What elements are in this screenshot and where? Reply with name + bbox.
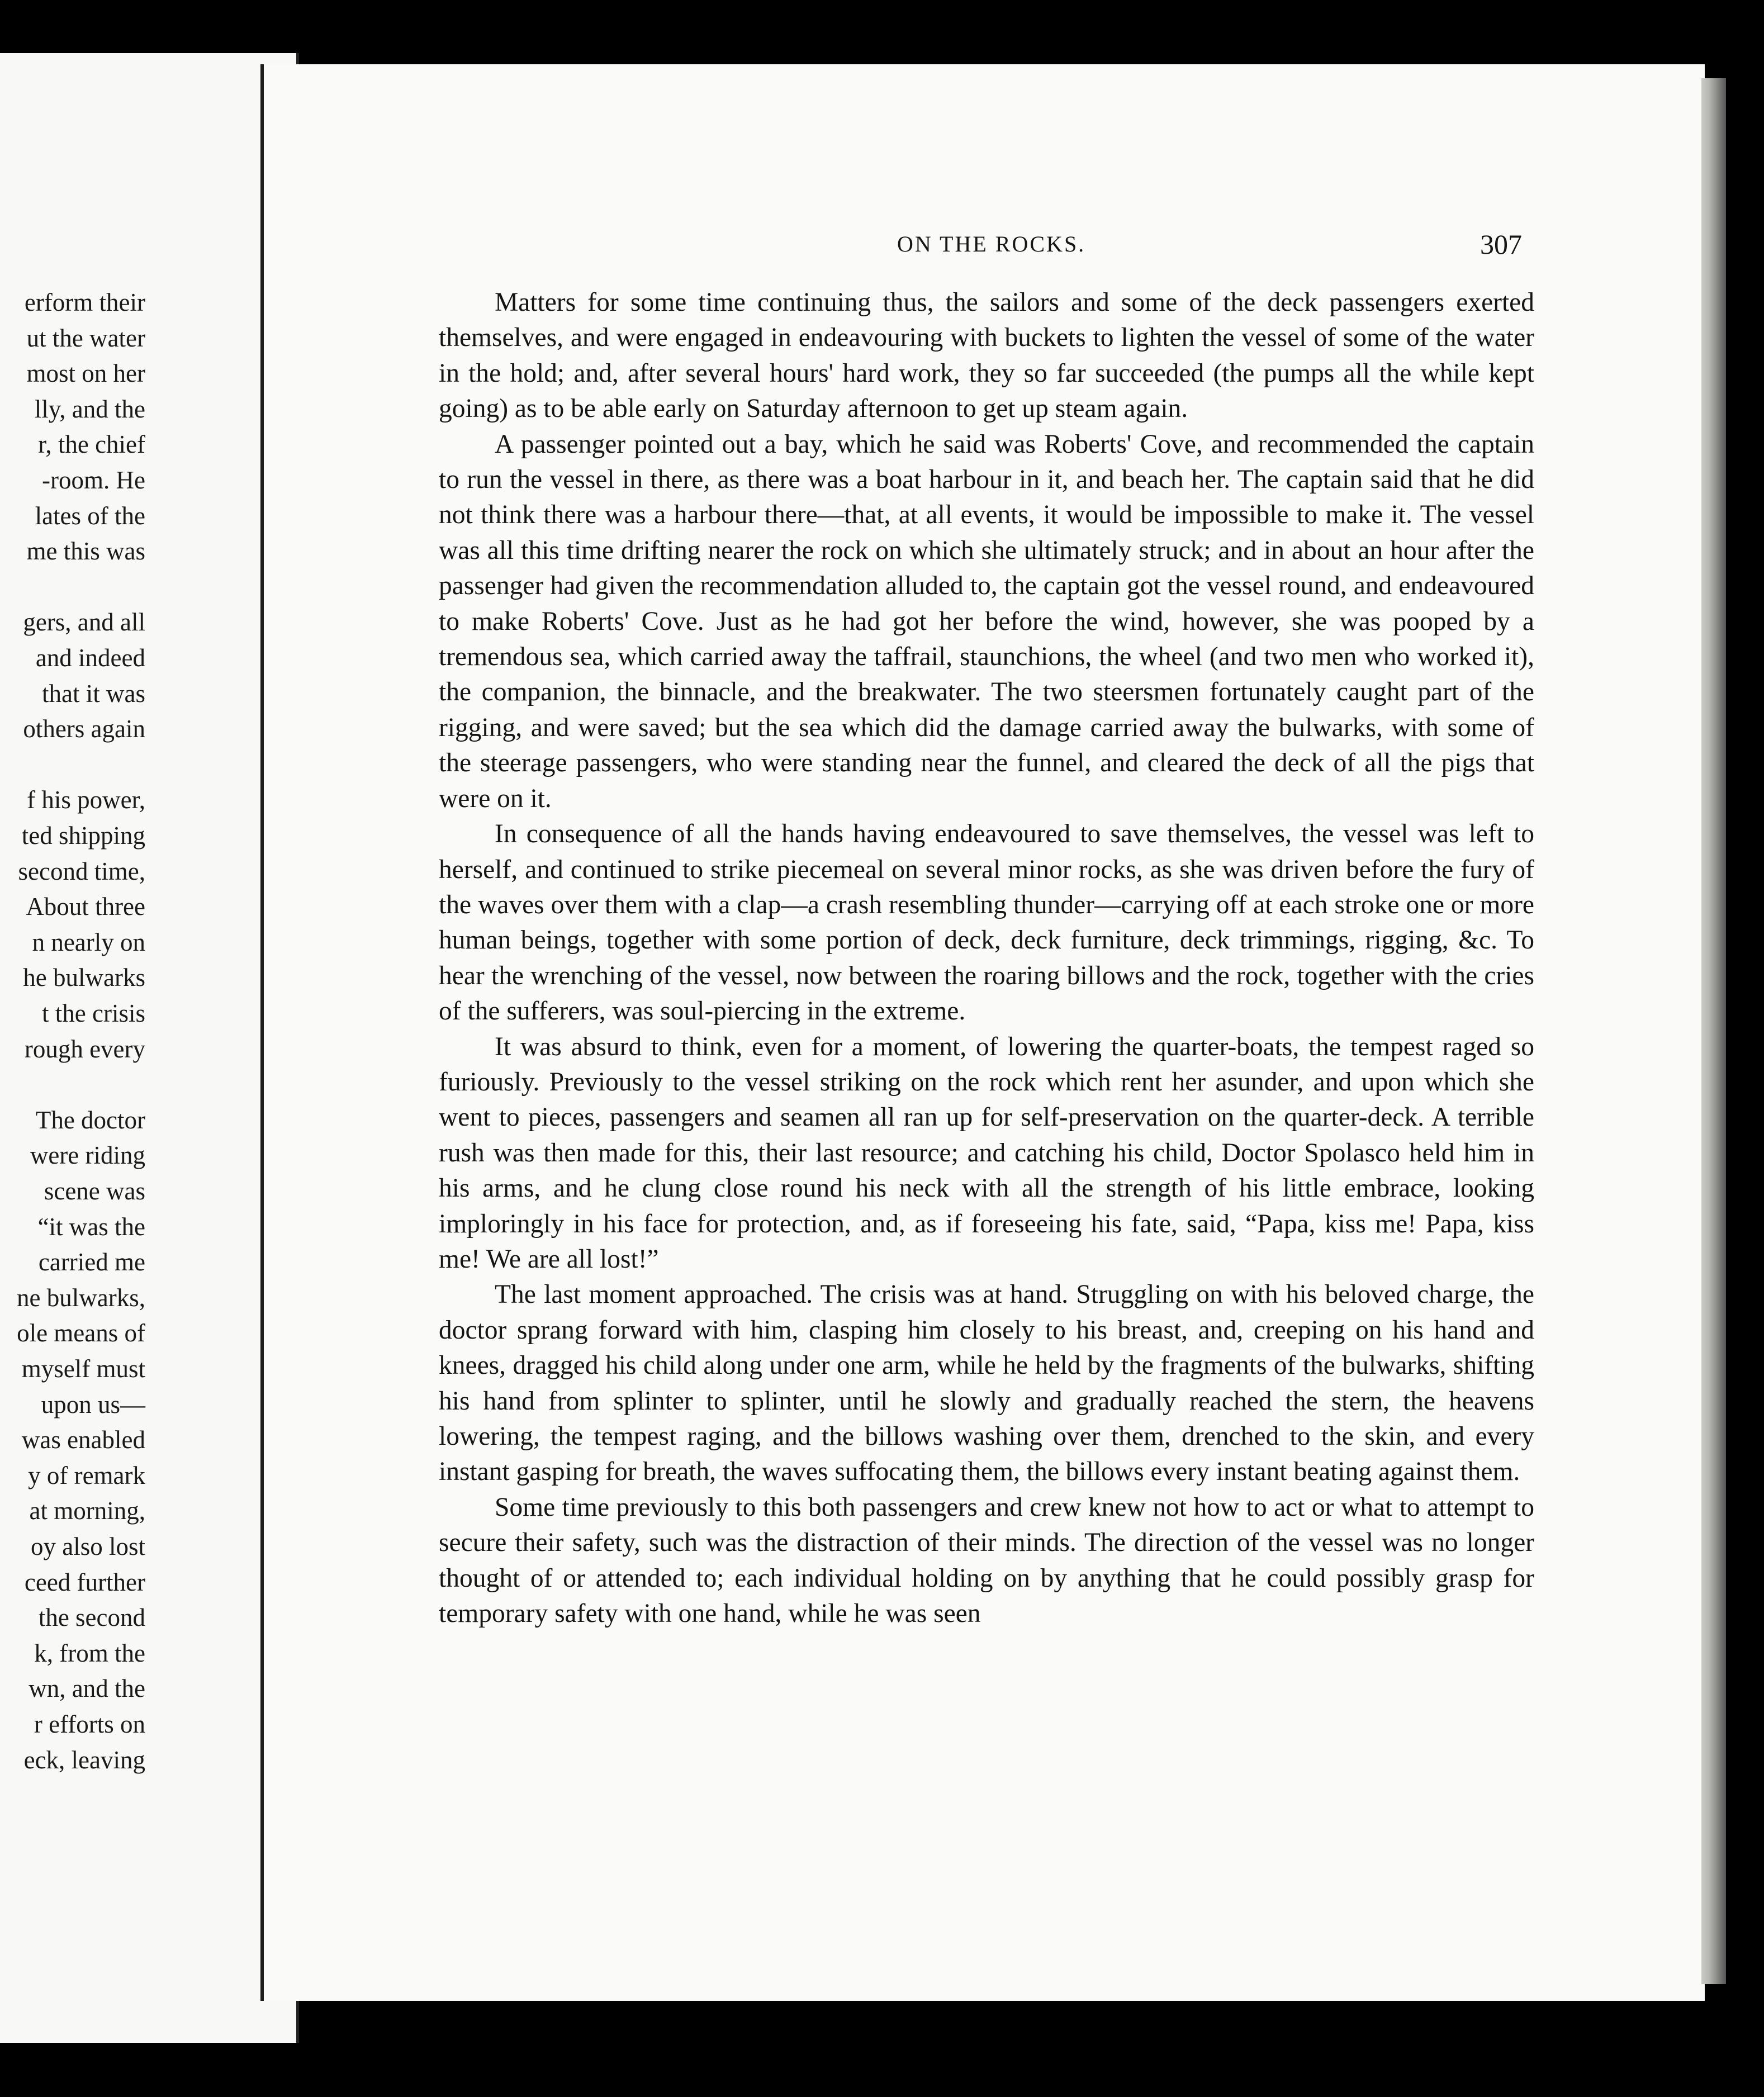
left-page-line: me this was (26, 537, 145, 566)
left-page-line: at morning, (29, 1497, 145, 1525)
left-page-line: eck, leaving (23, 1745, 145, 1774)
left-page-line: erform their (24, 288, 145, 316)
paragraph-3: In consequence of all the hands having endeavoured to save themselves, the vessel was left to herself, and continued to strike piecemeal on several minor rocks, as she was driven before the fury of the waves over them with a clap—a crash resembling thunder—carrying off at each stroke one or more human beings, together with some portion of deck, deck furniture, deck trimmings, rigging, &c. To hear the wrenching of the vessel, now between the roaring billows and the rock, together with the cries of the sufferers, was soul-piercing in the extreme. (439, 819, 1534, 1026)
left-page-line: ted shipping (21, 822, 145, 850)
left-page-line: was enabled (21, 1426, 145, 1454)
paragraph-6: Some time previously to this both passengers and crew knew not how to act or what to attempt to secure their safety, such was the distraction of their minds. The direction of the vessel was no longer thought of or attended to; each individual holding on by anything that he could possibly grasp for temporary safety with one hand, while he was seen (439, 1492, 1534, 1629)
page-number: 307 (1480, 229, 1522, 260)
paragraph-5: The last moment approached. The crisis was at hand. Struggling on with his beloved charge, the doctor sprang forward with him, clasping him closely to his breast, and, creeping on his hand and knees, dragged his child along under one arm, while he held by the fragments of the bulwarks, shifting his hand from splinter to splinter, until he slowly and gradually reached the stern, the heavens lowering, the tempest raging, and the billows washing over them, drenched to the skin, and every instant gasping for breath, the waves suffocating them, the billows every instant beating against them. (439, 1280, 1534, 1487)
left-page-line: and indeed (35, 644, 145, 672)
left-page-line: most on her (26, 359, 145, 388)
paragraph-1: Matters for some time continuing thus, the sailors and some of the deck passengers exerted themselves, and were engaged in endeavouring with buckets to lighten the vessel of some of the water in the hold; and, after several hours' hard work, they so far succeeded (the pumps all the while kept going) as to be able early on Saturday afternoon to get up steam again. (439, 288, 1534, 424)
left-page-line: t the crisis (42, 999, 145, 1027)
left-page-line: carried me (38, 1248, 145, 1277)
left-page-line: others again (23, 715, 145, 743)
left-page-line: f his power, (27, 786, 145, 814)
left-page-line: r efforts on (34, 1710, 145, 1738)
left-page-line: upon us— (41, 1390, 145, 1418)
left-page-line: n nearly on (32, 928, 145, 956)
left-page-line: ne bulwarks, (17, 1283, 145, 1312)
left-page-line: lates of the (35, 501, 145, 530)
left-page-line: he bulwarks (23, 964, 145, 992)
paragraph-2: A passenger pointed out a bay, which he said was Roberts' Cove, and recommended the captain to run the vessel in there, as there was a boat harbour in it, and beach her. The captain said that he did not think there was a harbour there—that, at all events, it would be impossible to make it. The vessel was all this time drifting nearer the rock on which she ultimately struck; and in about an hour after the passenger had given the recommendation alluded to, the captain got the vessel round, and endeavoured to make Roberts' Cove. Just as he had got her before the wind, however, she was pooped by a tremendous sea, which carried away the taffrail, staunchions, the wheel (and two men who worked it), the companion, the binnacle, and the breakwater. The two steersmen fortunately caught part of the rigging, and were saved; but the sea which did the damage carried away the bulwarks, with some of the steerage passengers, who were standing near the funnel, and cleared the deck of all the pigs that were on it. (439, 429, 1534, 813)
left-page-line: that it was (42, 679, 145, 708)
left-page-line: rough every (24, 1035, 145, 1063)
body-text (439, 285, 1534, 1631)
left-page-line: gers, and all (23, 608, 145, 637)
left-page-line: “it was the (37, 1212, 145, 1241)
left-page-line: were riding (30, 1141, 145, 1170)
left-page-line: The doctor (35, 1106, 145, 1134)
left-page-line: the second (38, 1603, 145, 1632)
left-page-line: ut the water (26, 324, 145, 352)
left-page-line: oy also lost (30, 1533, 145, 1560)
left-page-line: -room. He (42, 466, 145, 494)
left-page-line: About three (26, 893, 145, 921)
left-page-line: y of remark (28, 1461, 145, 1489)
left-page-line: r, the chief (38, 430, 145, 459)
left-page-line: scene was (44, 1177, 145, 1205)
page-edge (1701, 78, 1726, 1984)
left-page-line: wn, and the (29, 1674, 145, 1703)
left-page-line: ole means of (17, 1319, 145, 1348)
paragraph-4: It was absurd to think, even for a moment, of lowering the quarter-boats, the tempest raged so furiously. Previously to the vessel striking on the rock which rent her asunder, and upon which she went to pieces, passengers and seamen all ran up for self-preservation on the quarter-deck. A terrible rush was then made for this, their last resource; and catching his child, Doctor Spolasco held him in his arms, and he clung close round his neck with all the strength of his little embrace, looking imploringly in his face for protection, and, as if foreseeing his fate, said, “Papa, kiss me! Papa, kiss me! We are all lost!” (439, 1032, 1534, 1274)
running-head: ON THE ROCKS. (897, 231, 1086, 257)
left-page-line: k, from the (34, 1639, 145, 1667)
left-page-line: lly, and the (34, 395, 145, 423)
left-page (0, 53, 299, 2043)
left-page-line: myself must (21, 1355, 145, 1383)
left-page-line: second time, (18, 857, 145, 885)
left-page-line: ceed further (24, 1568, 145, 1596)
